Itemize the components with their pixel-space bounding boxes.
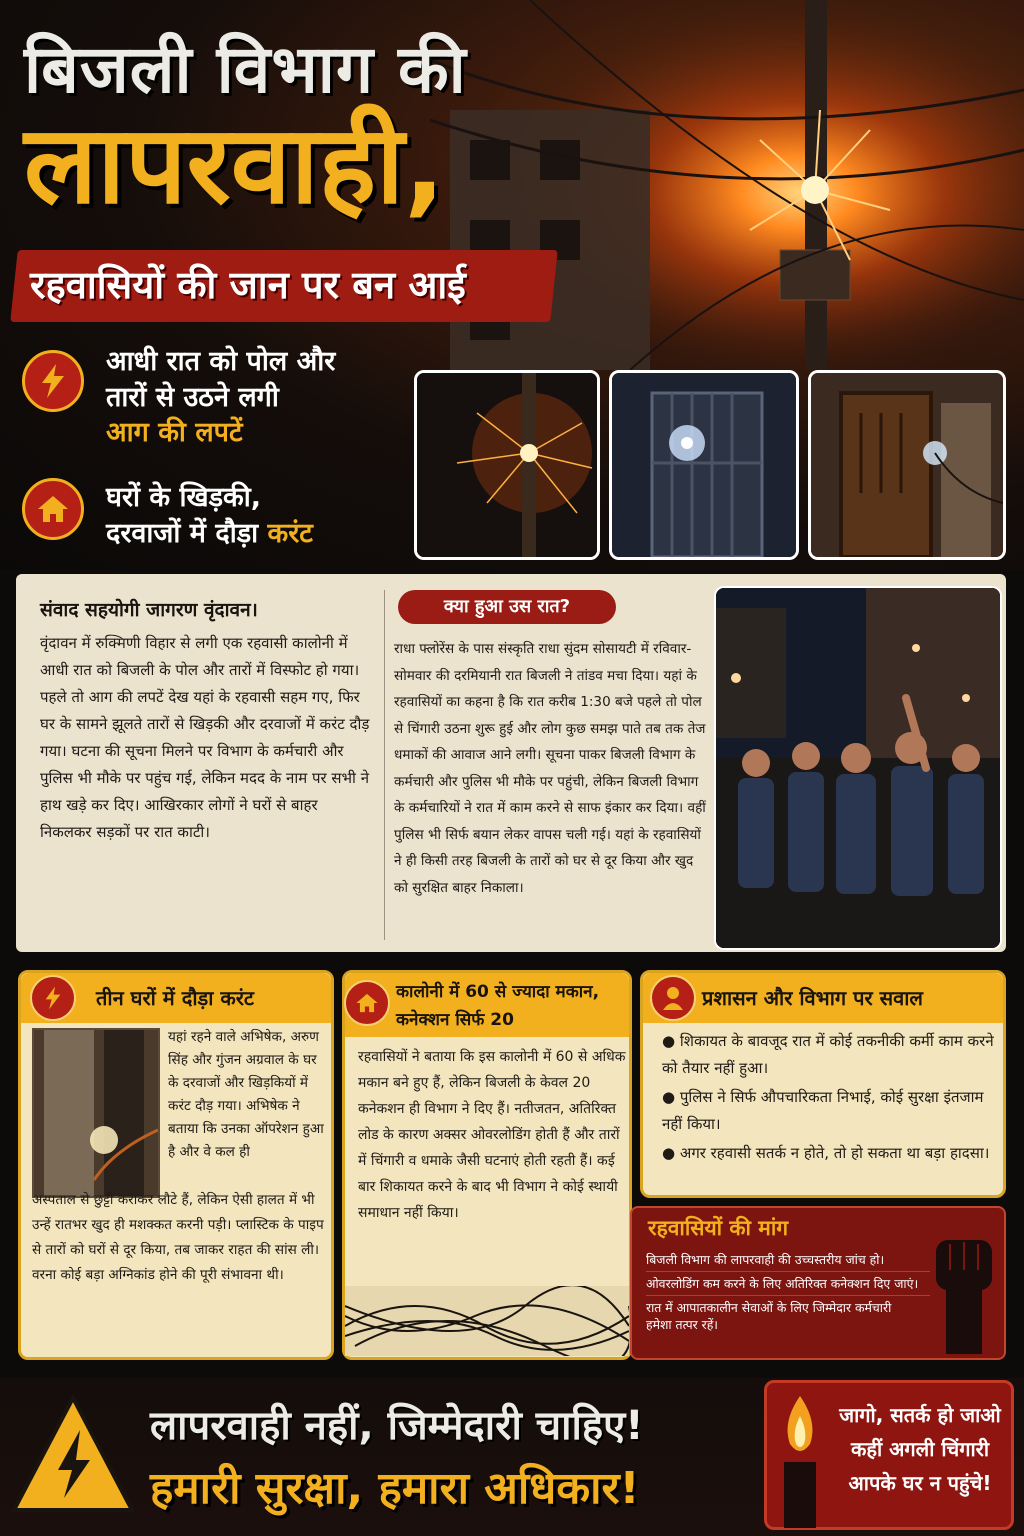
card-current-title: तीन घरों में दौड़ा करंट [96,986,254,1010]
candle-flame-icon [770,1392,830,1528]
lightning-icon [22,350,84,412]
photo-sparking-pole [414,370,600,560]
list-item: बिजली विभाग की लापरवाही की उच्चस्तरीय जांच हो। [646,1248,930,1272]
list-item: रात में आपातकालीन सेवाओं के लिए जिम्मेदार कर्मचारी [646,1300,892,1315]
list-item: ● अगर रहवासी सतर्क न होते, तो हो सकता था बड़ा हादसा। [662,1144,990,1162]
tangled-wires-illustration [345,1286,629,1356]
list-item: हमेशा तत्पर रहें। [646,1317,718,1332]
warning-triangle-icon [8,1390,138,1520]
list-item: ● पुलिस ने सिर्फ औपचारिकता निभाई, कोई सुरक्षा इंतजाम नहीं किया। [662,1088,984,1133]
column-divider [384,590,385,940]
photo-residents-crowd [714,586,1002,950]
card-current-text-bottom: अस्पताल से छुट्टी कराकर लौटे हैं, लेकिन ऐसी हालत में भी उन्हें रातभर खुद ही मशक्कत करनी पड़ी। प्लास्टिक के पाइप से तारों को घरों से दूर किया, तब जाकर राहत की सांस ली। वरना कोई बड़ा अग्निकांड होने की पूरी संभावना थी। [32,1192,324,1283]
lightning-icon [30,975,76,1021]
headline-line1: बिजली विभाग की [24,31,467,108]
card-colony-text: रहवासियों ने बताया कि इस कालोनी में 60 से अधिक मकान बने हुए हैं, लेकिन बिजली के केवल 20 कनेकशन ही विभाग ने दिए हैं। नतीजतन, अतिरिक्त लोड के कारण अक्सर ओवरलोडिंग होती हैं और तारों में चिंगारी व धमाके जैसी घटनाएं होती रहती हैं। कई बार शिकायत करने के बाद भी विभाग ने कोई स्थायी समाधान नहीं किया। [358,1049,626,1221]
wake-up-text: जागो, सतर्क हो जाओ कहीं अगली चिंगारी आपके घर न पहुंचे! [839,1403,1001,1495]
photo-door-spark [32,1028,160,1198]
headline-line2: लापरवाही, [24,103,446,228]
person-icon [650,975,696,1021]
questions-list [662,1028,994,1167]
what-happened-label: क्या हुआ उस रात? [398,590,616,624]
footer-slogan-2: हमारी सुरक्षा, हमारा अधिकार! [150,1463,640,1514]
news-intro-text: वृंदावन में रुक्मिणी विहार से लगी एक रहवासी कालोनी में आधी रात को बिजली के पोल और तारों में विस्फोट हो गया। पहले तो आग की लपटें देख यहां के रहवासी सहम गए, फिर घर के सामने झूलते तारों से खिड़की और दरवाजों में करंट दौड़ गया। घटना की सूचना मिलने पर विभाग के कर्मचारी और पुलिस भी मौके पर पहुंच गई, लेकिन मदद के नाम पर सभी ने हाथ खड़े कर दिए। आखिरकार लोगों ने घरों से बाहर निकलकर सड़कों पर रात काटी। [40,634,370,841]
card-current-text-top: यहां रहने वाले अभिषेक, अरुण सिंह और गुंजन अग्रवाल के घर के दरवाजों और खिड़कियों में करंट दौड़ गया। अभिषेक ने बताया कि उनका ऑपरेशन हुआ है और वे कल ही [168,1029,324,1160]
photo-wooden-door [808,370,1006,560]
what-happened-text: राधा फ्लोरेंस के पास संस्कृति राधा सुंदम सोसायटी में रविवार-सोमवार की दरमियानी रात बिजली ने तांडव मचा दिया। यहां के रहवासियों का कहना है कि रात करीब 1:30 बजे पहले तो पोल से चिंगारी उठना शुरू हुई और लोग कुछ समझ पाते तब तक तेज धमाकों की आवाज आने लगी। सूचना पाकर बिजली विभाग के कर्मचारी और पुलिस भी मौके पर पहुंची, लेकिन बिजली विभाग के कर्मचारियों ने रात में काम करने से साफ इंकार कर दिया। वहीं पुलिस भी सिर्फ बयान लेकर वापस चली गई। यहां के रहवासियों ने ही किसी तरह बिजली के तारों को घर से दूर किया और खुद को सुरक्षित बाहर निकाला। [394,641,706,896]
footer-slogan-1: लापरवाही नहीं, जिम्मेदारी चाहिए! [150,1403,644,1449]
demand-list [646,1248,930,1333]
list-item: ● शिकायत के बावजूद रात में कोई तकनीकी कर्मी काम करने को तैयार नहीं हुआ। [662,1032,994,1077]
home-icon [344,980,390,1026]
raised-fist-icon [928,1230,1000,1354]
demand-title: रहवासियों की मांग [648,1216,789,1240]
list-item: ओवरलोडिंग कम करने के लिए अतिरिक्त कनेक्शन दिए जाएं। [646,1272,930,1296]
card-colony-title: कालोनी में 60 से ज्यादा मकान, कनेक्शन सिर्फ 20 [396,982,600,1030]
news-dateline: संवाद सहयोगी जागरण वृंदावन। [40,599,258,621]
card-questions-title: प्रशासन और विभाग पर सवाल [702,986,923,1010]
headline-subtitle: रहवासियों की जान पर बन आई [30,263,466,307]
bullet-current: घरों के खिड़की, दरवाजों में दौड़ा करंट [106,482,313,549]
bullet-fire: आधी रात को पोल और तारों से उठने लगी आग की लपटें [106,346,336,449]
photo-iron-gate [609,370,799,560]
home-icon [22,478,84,540]
